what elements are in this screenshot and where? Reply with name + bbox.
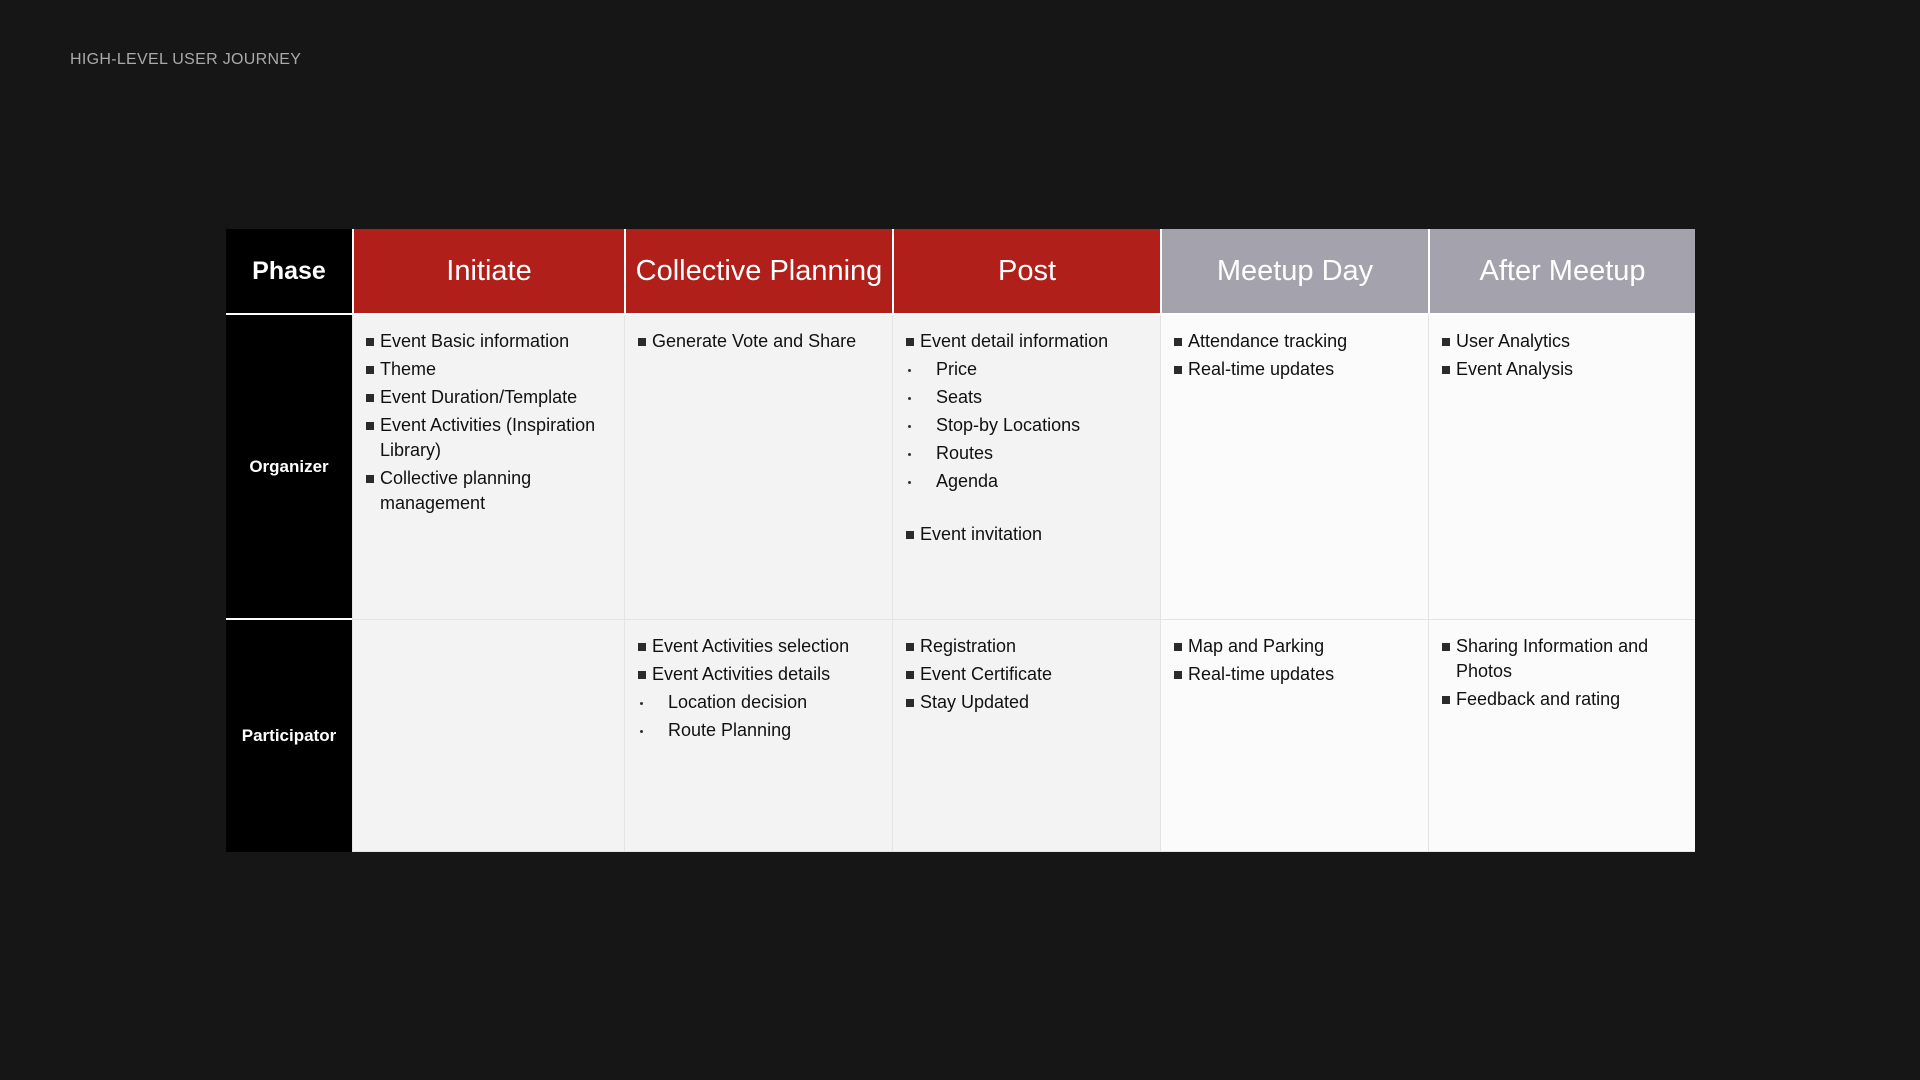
sub-list-item: Seats <box>906 385 1154 410</box>
header-initiate: Initiate <box>352 229 624 315</box>
organizer-after-meetup-cell <box>1428 315 1695 620</box>
list-item: Real-time updates <box>1174 357 1422 382</box>
sub-list-item: Stop-by Locations <box>906 413 1154 438</box>
list-item: Event detail information <box>906 329 1154 354</box>
page-label: HIGH-LEVEL USER JOURNEY <box>70 51 302 68</box>
sub-list-item: Route Planning <box>638 718 886 743</box>
list-item: Event Basic information <box>366 329 618 354</box>
header-meetup-day: Meetup Day <box>1160 229 1428 315</box>
sub-list-item: Location decision <box>638 690 886 715</box>
list-item: Feedback and rating <box>1442 687 1689 712</box>
organizer-initiate-cell <box>352 315 624 620</box>
list-item: Real-time updates <box>1174 662 1422 687</box>
sub-list-item: Routes <box>906 441 1154 466</box>
list-item: Event Activities (Inspiration Library) <box>366 413 618 463</box>
header-phase: Phase <box>226 229 352 315</box>
list-item: Event Activities details <box>638 662 886 687</box>
organizer-meetup-day-cell <box>1160 315 1428 620</box>
list-item: Map and Parking <box>1174 634 1422 659</box>
list-item: User Analytics <box>1442 329 1689 354</box>
header-collective-planning: Collective Planning <box>624 229 892 315</box>
row-label-organizer: Organizer <box>226 315 352 620</box>
participator-after-meetup-cell <box>1428 620 1695 852</box>
header-post: Post <box>892 229 1160 315</box>
list-item: Event Certificate <box>906 662 1154 687</box>
list-item: Event Analysis <box>1442 357 1689 382</box>
list-item: Registration <box>906 634 1154 659</box>
list-item: Event invitation <box>906 522 1154 547</box>
user-journey-table <box>226 229 1695 852</box>
list-item: Collective planning management <box>366 466 618 516</box>
header-after-meetup: After Meetup <box>1428 229 1695 315</box>
list-item: Event Duration/Template <box>366 385 618 410</box>
list-item: Sharing Information and Photos <box>1442 634 1689 684</box>
participator-initiate-cell <box>352 620 624 852</box>
sub-list-item: Agenda <box>906 469 1154 494</box>
organizer-post-cell <box>892 315 1160 620</box>
list-item: Attendance tracking <box>1174 329 1422 354</box>
organizer-collective-planning-cell <box>624 315 892 620</box>
list-item: Generate Vote and Share <box>638 329 886 354</box>
sub-list-item: Price <box>906 357 1154 382</box>
row-label-participator: Participator <box>226 620 352 852</box>
participator-collective-planning-cell <box>624 620 892 852</box>
participator-post-cell <box>892 620 1160 852</box>
list-item: Event Activities selection <box>638 634 886 659</box>
participator-meetup-day-cell <box>1160 620 1428 852</box>
list-item: Theme <box>366 357 618 382</box>
list-item: Stay Updated <box>906 690 1154 715</box>
